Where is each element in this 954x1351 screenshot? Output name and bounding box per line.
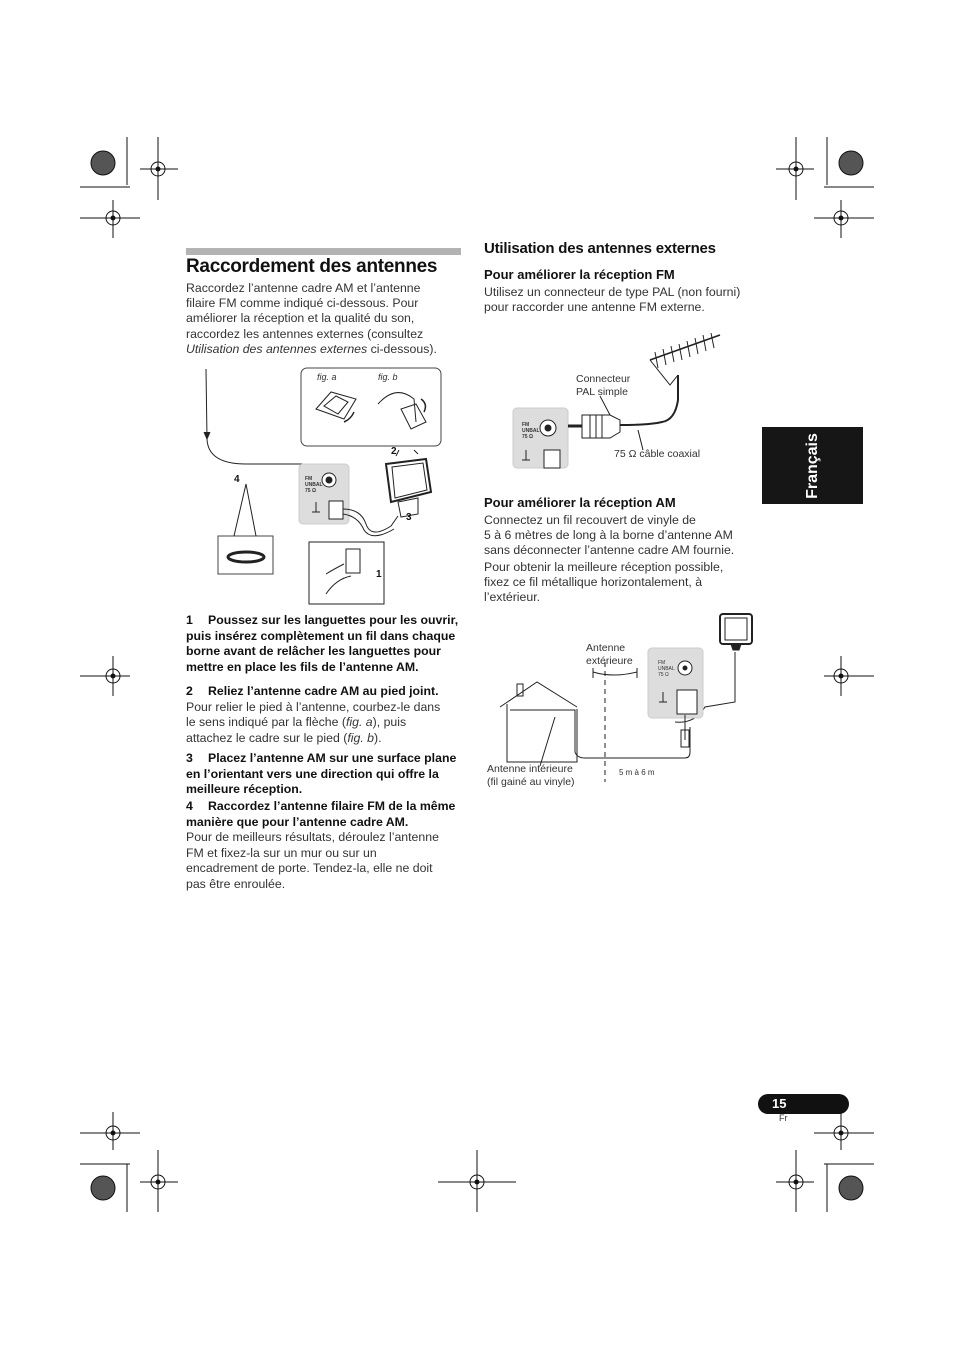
step-title-line: Placez l’antenne AM sur une surface plane [208, 751, 457, 765]
step-title-line: meilleure réception. [186, 782, 303, 797]
text-span: ), puis [372, 715, 407, 730]
callout-1: 1 [376, 569, 382, 580]
text-span: ). [374, 730, 382, 745]
step-3 [186, 751, 471, 798]
fm-receiver-terminal-label: FM UNBAL 75 Ω [522, 422, 540, 440]
outdoor-antenna-label [586, 642, 633, 668]
label-line: Antenne [586, 642, 626, 654]
am-external-antenna-diagram [495, 612, 765, 787]
step-title-line: borne avant de relâcher les languettes pour [186, 644, 441, 659]
text-span: le sens indiqué par la flèche ( [186, 715, 346, 730]
am-line: Pour obtenir la meilleure réception possible, [484, 560, 724, 574]
distance-label: 5 m à 6 m [619, 768, 655, 777]
intro-line: raccordez les antennes externes (consultez [186, 326, 424, 341]
fig-ref: fig. b [347, 730, 374, 745]
fm-section-title: Pour améliorer la réception FM [484, 267, 675, 282]
pal-connector-label [576, 373, 630, 399]
am-paragraph-1 [484, 513, 764, 559]
step-body-line: Pour de meilleurs résultats, déroulez l’antenne [186, 830, 439, 845]
page-number: 15 [772, 1096, 787, 1111]
step-title-line: mettre en place les fils de l’antenne AM. [186, 659, 419, 674]
section-rule [186, 248, 461, 255]
page-number-badge [758, 1094, 849, 1114]
fig-b-label: fig. b [378, 372, 398, 382]
step-number: 1 [186, 613, 193, 627]
step-body-line [186, 731, 471, 747]
label-line: Connecteur [576, 373, 631, 385]
am-line: l’extérieur. [484, 590, 541, 605]
coax-cable-label: 75 Ω câble coaxial [614, 448, 701, 460]
intro-line [186, 342, 461, 357]
fm-terminal-label: FM UNBAL 75 Ω [305, 476, 323, 494]
am-line: Connectez un fil recouvert de vinyle de [484, 513, 696, 527]
am-line: fixez ce fil métallique horizontalement, à [484, 575, 703, 590]
step-body-line: encadrement de porte. Tendez-la, elle ne doit [186, 861, 433, 876]
fm-line: Utilisez un connecteur de type PAL (non fourni) [484, 285, 741, 299]
label-line: (fil gainé au vinyle) [487, 776, 575, 788]
label-line: PAL simple [576, 386, 628, 398]
am-paragraph-2 [484, 560, 764, 606]
text-span: attachez le cadre sur le pied ( [186, 730, 348, 745]
fig-ref: fig. a [345, 715, 373, 730]
label-line: extérieure [586, 655, 633, 667]
step-body-line [186, 715, 471, 731]
step-title-line: en l’orientant vers une direction qui offre la [186, 766, 439, 781]
step-title-line: Reliez l’antenne cadre AM au pied joint. [208, 684, 439, 698]
external-antennas-title: Utilisation des antennes externes [484, 240, 716, 257]
am-line: 5 à 6 mètres de long à la borne d’antenne AM [484, 528, 733, 543]
language-tab-label: Français [803, 432, 821, 499]
step-title-line: Raccordez l’antenne filaire FM de la même [208, 799, 456, 813]
step-body-line: FM et fixez-la sur un mur ou sur un [186, 845, 377, 860]
am-line: sans déconnecter l’antenne cadre AM fournie. [484, 543, 735, 558]
intro-italic-ref: Utilisation des antennes externes [186, 341, 368, 356]
step-body-line: Pour relier le pied à l’antenne, courbez-le dans [186, 699, 441, 714]
step-1 [186, 613, 471, 675]
am-section-title: Pour améliorer la réception AM [484, 495, 676, 510]
step-body-line: pas être enroulée. [186, 876, 286, 891]
step-number: 3 [186, 751, 193, 765]
intro-line: filaire FM comme indiqué ci-dessous. Pour [186, 296, 419, 311]
step-number: 4 [186, 799, 193, 813]
label-line: Antenne intérieure [487, 763, 573, 775]
callout-4: 4 [234, 474, 240, 485]
step-title-line: puis insérez complètement un fil dans chaque [186, 628, 456, 643]
step-2 [186, 684, 471, 746]
step-4 [186, 799, 471, 893]
language-tab[interactable] [762, 427, 863, 504]
fm-line: pour raccorder une antenne FM externe. [484, 300, 705, 315]
callout-3: 3 [406, 512, 412, 523]
indoor-antenna-label [487, 763, 575, 789]
step-title-line: manière que pour l’antenne cadre AM. [186, 814, 409, 829]
intro-line: améliorer la réception et la qualité du son, [186, 311, 415, 326]
page-language-code: Fr [779, 1113, 788, 1123]
intro-paragraph [186, 281, 461, 357]
step-number: 2 [186, 684, 193, 698]
am-receiver-terminal-label: FM UNBAL 75 Ω [658, 660, 675, 678]
step-title-line: Poussez sur les languettes pour les ouvrir, [208, 613, 459, 627]
fm-paragraph [484, 285, 764, 315]
fig-a-label: fig. a [317, 372, 337, 382]
intro-rest: ci-dessous). [367, 341, 437, 356]
section-title: Raccordement des antennes [186, 256, 438, 277]
callout-2: 2 [391, 446, 397, 457]
intro-line: Raccordez l’antenne cadre AM et l’antenne [186, 281, 421, 295]
